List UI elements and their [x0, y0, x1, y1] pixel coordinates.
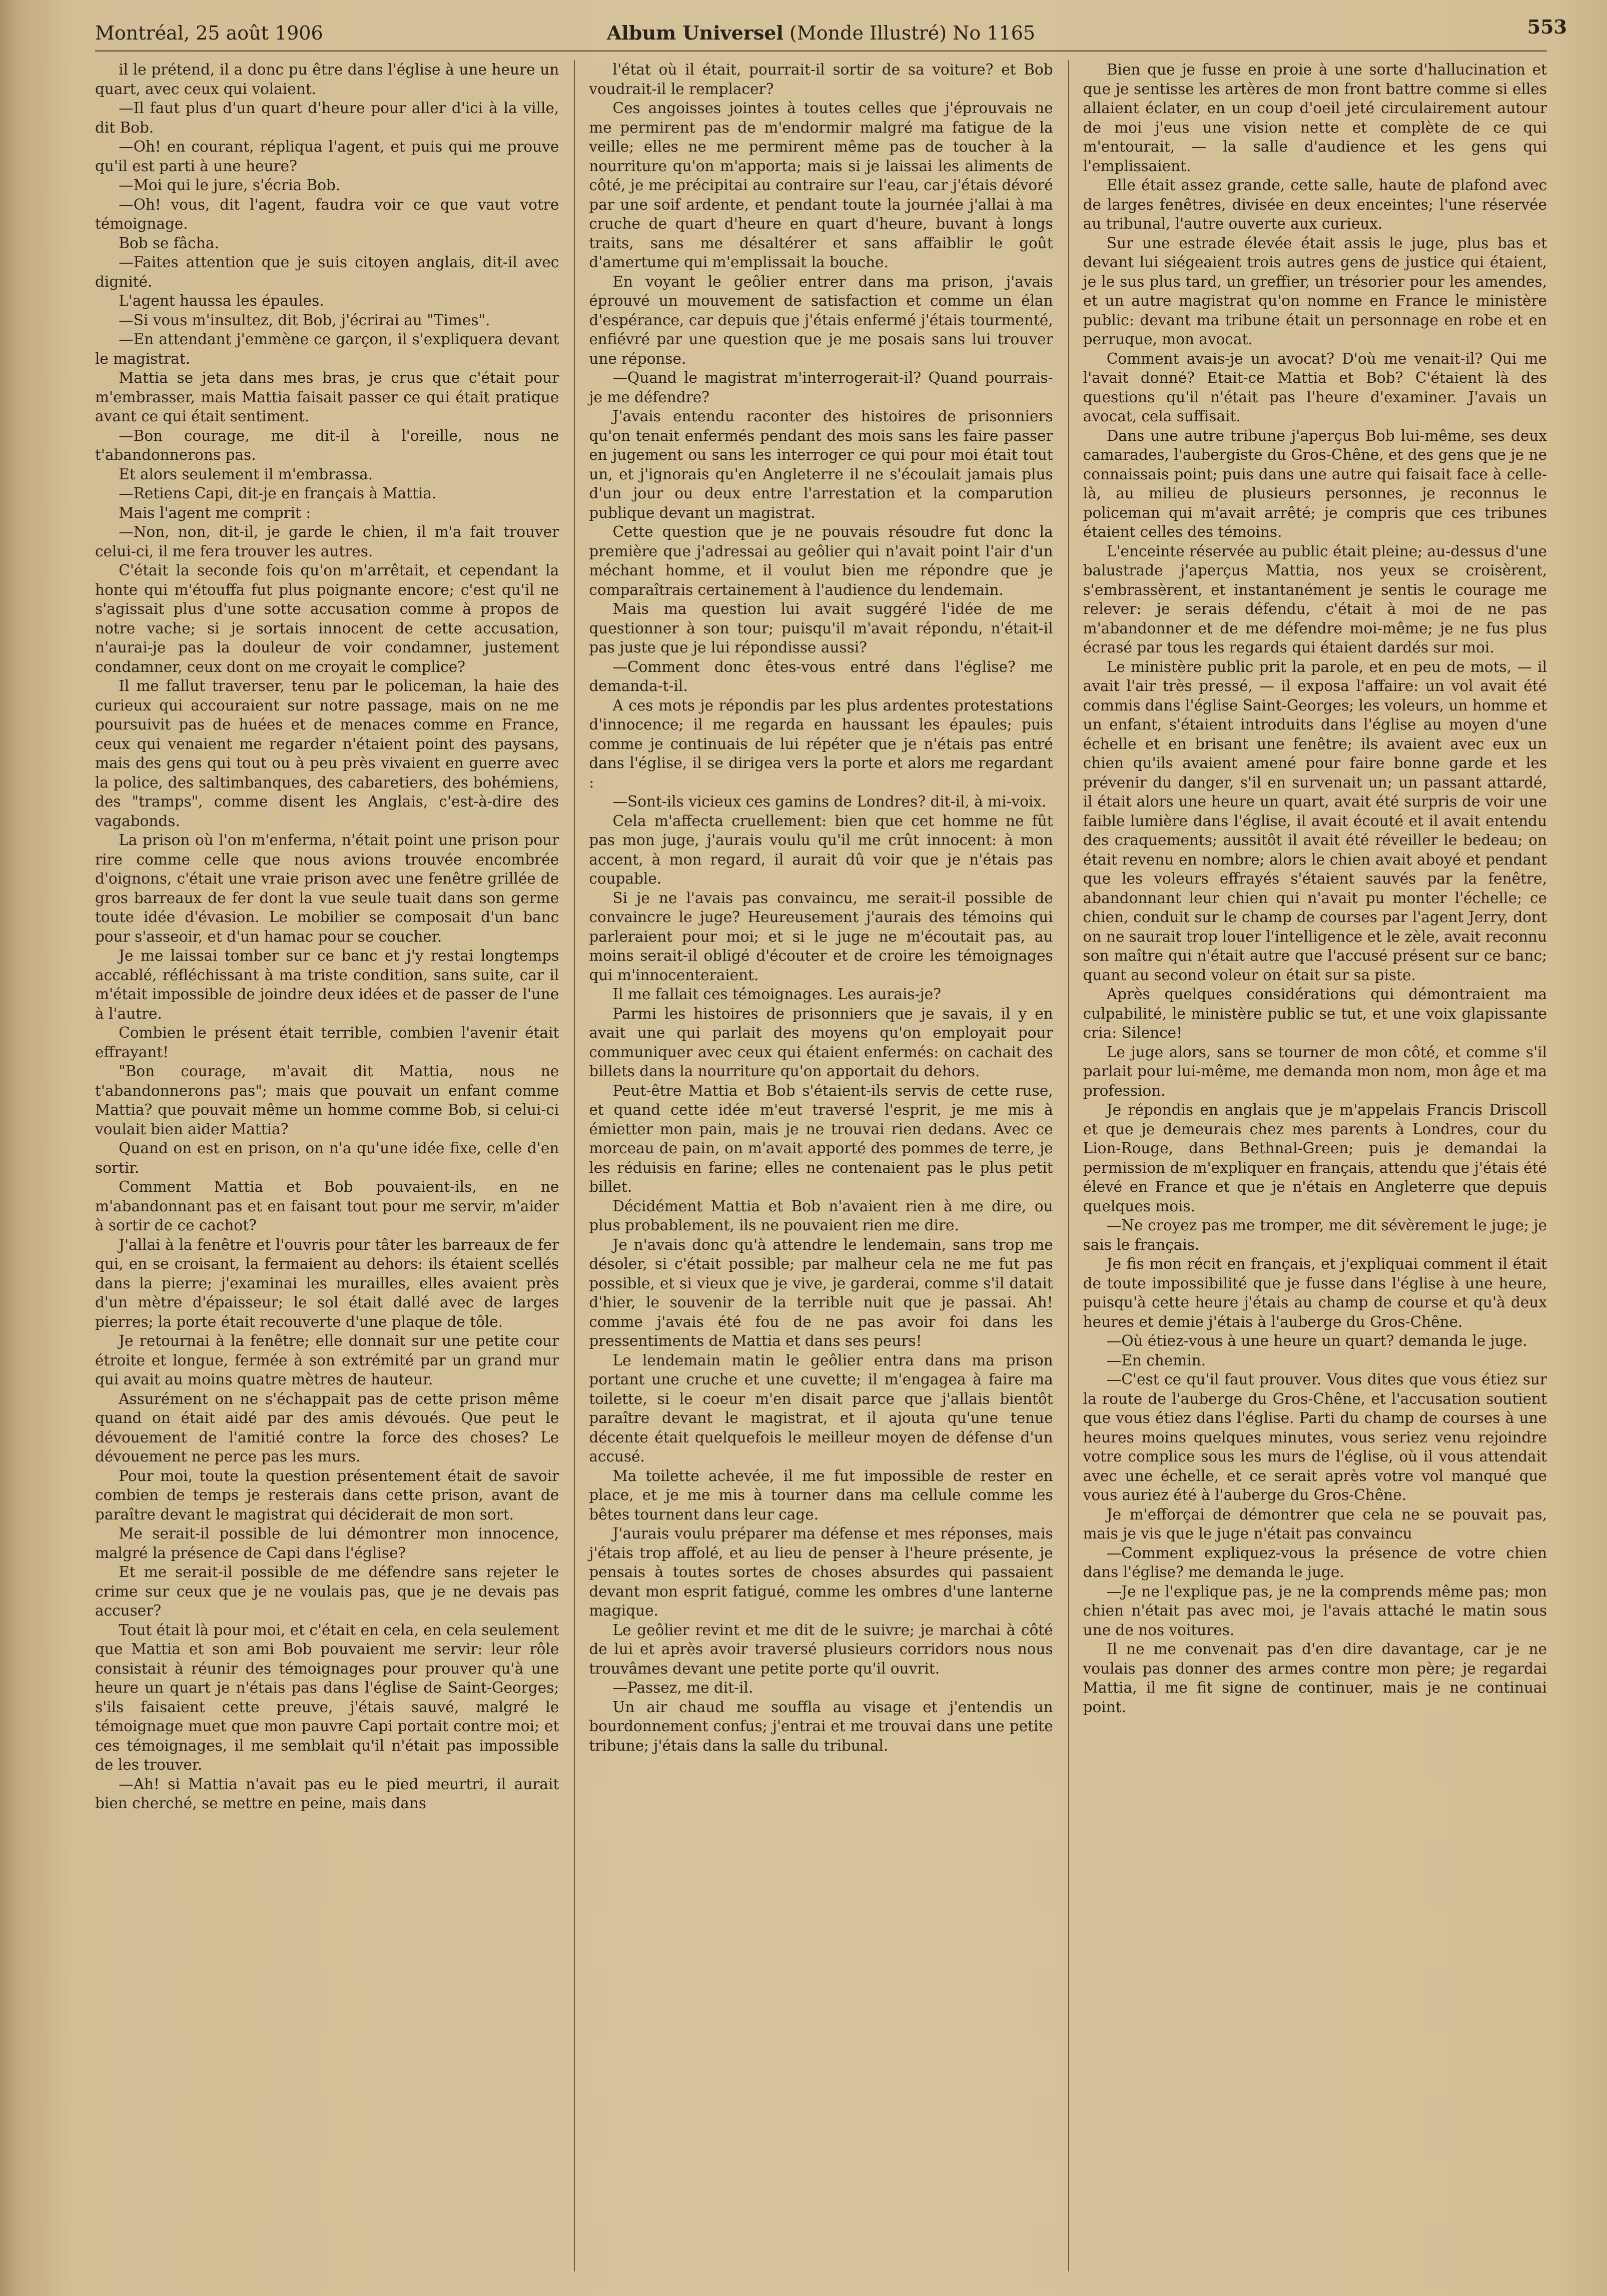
paragraph: Il ne me convenait pas d'en dire davantage, car je ne voulais pas donner des armes contre mon père; je regardai Mattia, il me fit signe de continuer, mais je ne continuai point. [1083, 1641, 1547, 1716]
paragraph: Le lendemain matin le geôlier entra dans ma prison portant une cruche et une cuvette; il m'engagea à faire ma toilette, si le coeur m'en disait parce que j'allais bientôt paraître devant le magistrat, et il ajouta qu'une tenue décente était quelquefois le meilleur moyen de défense d'un accusé. [589, 1351, 1053, 1465]
paragraph: Je me laissai tomber sur ce banc et j'y restai longtemps accablé, réfléchissant à ma triste condition, sans suite, car il m'était impossible de joindre deux idées et de passer de l'une à l'autre. [95, 947, 559, 1022]
paragraph: Mattia se jeta dans mes bras, je crus que c'était pour m'embrasser, mais Mattia faisait passer ce qui était pratique avant ce qui était sentiment. [95, 369, 559, 425]
paragraph: J'aurais voulu préparer ma défense et mes réponses, mais j'étais trop affolé, et au lieu de penser à l'heure présente, je pensais à toutes sortes de choses absurdes qui passaient devant mon esprit fatigué, comme les ombres d'une lanterne magique. [589, 1525, 1053, 1619]
paragraph: Et me serait-il possible de me défendre sans rejeter le crime sur ceux que je ne voulais pas, que je ne devais pas accuser? [95, 1564, 559, 1619]
paragraph: Je retournai à la fenêtre; elle donnait sur une petite cour étroite et longue, fermée à son extrémité par un grand mur qui avait au moins quatre mètres de hauteur. [95, 1332, 559, 1388]
paragraph: Dans une autre tribune j'aperçus Bob lui-même, ses deux camarades, l'aubergiste du Gros-Chêne, et des gens que je ne connaissais point; puis dans une autre qui faisait face à celle-là, au milieu de plusieurs personnes, je reconnus le policeman qui m'avait arrêté; je compris que ces tribunes étaient celles des témoins. [1083, 427, 1547, 540]
paragraph: Peut-être Mattia et Bob s'étaient-ils servis de cette ruse, et quand cette idée m'eut traversé l'esprit, je me mis à émietter mon pain, mais je ne trouvai rien dedans. Avec ce morceau de pain, on m'avait apporté des pommes de terre, je les réduisis en farine; elles ne contenaient pas le plus petit billet. [589, 1082, 1053, 1195]
paragraph: J'allai à la fenêtre et l'ouvris pour tâter les barreaux de fer qui, en se croisant, la fermaient au dehors: ils étaient scellés dans la pierre; j'examinai les murailles, elles avaient près d'un mètre d'épaisseur; le sol était dallé avec de larges pierres; la porte était recouverte d'une plaque de tôle. [95, 1236, 559, 1330]
paragraph: La prison où l'on m'enferma, n'était point une prison pour rire comme celle que nous avions trouvée encombrée d'oignons, c'était une vraie prison avec une fenêtre grillée de gros barreaux de fer dont la vue seule tuait dans son germe toute idée d'évasion. Le mobilier se composait d'un banc pour s'asseoir, et d'un hamac pour se coucher. [95, 832, 559, 945]
paragraph: Un air chaud me souffla au visage et j'entendis un bourdonnement confus; j'entrai et me trouvai dans une petite tribune; j'étais dans la salle du tribunal. [589, 1698, 1053, 1754]
paragraph: Je m'efforçai de démontrer que cela ne se pouvait pas, mais je vis que le juge n'était pas convaincu [1083, 1505, 1547, 1542]
paragraph: —Moi qui le jure, s'écria Bob. [119, 177, 341, 194]
paragraph: —Oh! vous, dit l'agent, faudra voir ce que vaut votre témoignage. [95, 196, 559, 232]
paragraph: Cette question que je ne pouvais résoudre fut donc la première que j'adressai au geôlier qui n'avait point l'air d'un méchant homme, et il voulut bien me répondre que je comparaîtrais certainement à l'audience du lendemain. [589, 523, 1053, 598]
header-subtitle: (Monde Illustré) [789, 22, 947, 44]
paragraph: Il me fallut traverser, tenu par le policeman, la haie des curieux qui accouraient sur notre passage, mais on ne me poursuivit pas de huées et de menaces comme en France, ceux qui venaient me regarder n'étaient point des paysans, mais des gens qui tout ou à peu près vivaient en guerre avec la police, des saltimbanques, des cabaretiers, des bohémiens, des "tramps", comme disent les Anglais, c'est-à-dire des vagabonds. [95, 677, 559, 830]
paragraph: L'enceinte réservée au public était pleine; au-dessus d'une balustrade j'aperçus Mattia, nos yeux se croisèrent, s'embrassèrent, et instantanément je sentis le courage me relever: je serais défendu, c'était à moi de ne pas m'abandonner et de me défendre moi-même; je ne fus plus écrasé par tous les regards qui étaient dardés sur moi. [1083, 542, 1547, 656]
paragraph: Pour moi, toute la question présentement était de savoir combien de temps je resterais dans cette prison, avant de paraître devant le magistrat qui déciderait de mon sort. [95, 1467, 559, 1523]
paragraph: il le prétend, il a donc pu être dans l'église à une heure un quart, avec ceux qui volaient. [95, 61, 559, 98]
paragraph: —Si vous m'insultez, dit Bob, j'écrirai au "Times". [119, 311, 490, 329]
paragraph: Combien le présent était terrible, combien l'avenir était effrayant! [95, 1024, 559, 1061]
paragraph: —Quand le magistrat m'interrogerait-il? Quand pourrais-je me défendre? [589, 369, 1053, 406]
paragraph: Il me fallait ces témoignages. Les aurais-je? [612, 986, 941, 1003]
paragraph: —Comment expliquez-vous la présence de votre chien dans l'église? me demanda le juge. [1083, 1544, 1547, 1581]
header-masthead [95, 13, 1547, 53]
paragraph: Me serait-il possible de lui démontrer mon innocence, malgré la présence de Capi dans l'église? [95, 1525, 559, 1562]
paragraph: Je répondis en anglais que je m'appelais Francis Driscoll et que je demeurais chez mes parents à Londres, cour du Lion-Rouge, dans Bethnal-Green; puis je demandai la permission de m'expliquer en français, attendu que j'étais été élevé en France et que je n'étais en Angleterre que depuis quelques mois. [1083, 1101, 1547, 1215]
paragraph: L'agent haussa les épaules. [119, 292, 324, 309]
paragraph: —Où étiez-vous à une heure un quart? demanda le juge. [1106, 1332, 1527, 1349]
header-issue: No 1165 [953, 22, 1036, 44]
paragraph: En voyant le geôlier entrer dans ma prison, j'avais éprouvé un mouvement de satisfaction et comme un élan d'espérance, car depuis que j'étais enfermé j'étais tourmenté, enfiévré par une question que je me posais sans lui trouver une réponse. [589, 273, 1053, 367]
paragraph: —Ne croyez pas me tromper, me dit sévèrement le juge; je sais le français. [1083, 1217, 1547, 1253]
paragraph: Le ministère public prit la parole, et en peu de mots, — il avait l'air très pressé, — il exposa l'affaire: un vol avait été commis dans l'église Saint-Georges; les voleurs, un homme et un enfant, s'étaient introduits dans l'église au moyen d'une échelle et en brisant une fenêtre; ils avaient avec eux un chien qu'ils avaient amené pour faire bonne garde et les prévenir du danger, s'il en survenait un; un passant attardé, il était alors une heure un quart, avait été surpris de voir une faible lumière dans l'église, il avait écouté et il avait entendu des craquements; aussitôt il avait été réveiller le bedeau; on était revenu en nombre; alors le chien avait aboyé et pendant que les voleurs effrayés s'étaient sauvés par la fenêtre, abandonnant leur chien qui n'avait pu monter l'échelle; ce chien, conduit sur le champ de courses par l'agent Jerry, dont on ne saurait trop louer l'intelligence et le zèle, avait reconnu son maître qui n'était autre que l'accusé présent sur ce banc; quant au second voleur on était sur sa piste. [1083, 658, 1547, 984]
header-title: Album Universel [606, 22, 783, 44]
paragraph: Mais l'agent me comprit : [119, 504, 311, 521]
paragraph: Si je ne l'avais pas convaincu, me serait-il possible de convaincre le juge? Heureusement j'aurais des témoins qui parleraient pour moi; et si le juge ne m'écoutait pas, au moins serait-il obligé d'écouter et de croire les témoignages qui m'innocenteraient. [589, 889, 1053, 984]
paragraph: —Retiens Capi, dit-je en français à Mattia. [119, 485, 437, 502]
text-column-1 [95, 60, 559, 2271]
paragraph: Mais ma question lui avait suggéré l'idée de me questionner à son tour; puisqu'il m'avait répondu, n'était-il pas juste que je lui répondisse aussi? [589, 600, 1053, 656]
paragraph: C'était la seconde fois qu'on m'arrêtait, et cependant la honte qui m'étouffa fut plus poignante encore; c'est qu'il ne s'agissait plus d'une sotte accusation comme à propos de notre vache; si je sortais innocent de cette accusation, n'aurai-je pas la douleur de voir condamner, justement condamner, ceux dont on me croyait le complice? [95, 562, 559, 675]
paragraph: —En attendant j'emmène ce garçon, il s'expliquera devant le magistrat. [95, 331, 559, 367]
paragraph: —Sont-ils vicieux ces gamins de Londres? dit-il, à mi-voix. [612, 793, 1047, 810]
paragraph: Bob se fâcha. [119, 234, 219, 252]
paragraph: —Ah! si Mattia n'avait pas eu le pied meurtri, il aurait bien cherché, se mettre en peine, mais dans [95, 1775, 559, 1812]
text-columns [95, 60, 1547, 2271]
paragraph: Le geôlier revint et me dit de le suivre; je marchai à côté de lui et après avoir traversé plusieurs corridors nous nous trouvâmes devant une petite porte qu'il ouvrit. [589, 1621, 1053, 1677]
paragraph: Le juge alors, sans se tourner de mon côté, et comme s'il parlait pour lui-même, me demanda mon nom, mon âge et ma profession. [1083, 1043, 1547, 1099]
paragraph: Décidément Mattia et Bob n'avaient rien à me dire, ou plus probablement, ils ne pouvaient rien me dire. [589, 1197, 1053, 1234]
paragraph: J'avais entendu raconter des histoires de prisonniers qu'on tenait enfermés pendant des mois sans les faire passer en jugement ou sans les interroger ce qui pour moi était tout un, et j'ignorais qu'en Angleterre il ne s'écoulait jamais plus d'un jour ou deux entre l'arrestation et la comparution publique devant un magistrat. [589, 408, 1053, 521]
paragraph: l'état où il était, pourrait-il sortir de sa voiture? et Bob voudrait-il le remplacer? [589, 61, 1053, 98]
paragraph: "Bon courage, m'avait dit Mattia, nous ne t'abandonnerons pas"; mais que pouvait un enfant comme Mattia? que pouvait même un homme comme Bob, si celui-ci voulait bien aider Mattia? [95, 1063, 559, 1138]
text-column-3 [1068, 60, 1547, 2271]
paragraph: Comment avais-je un avocat? D'où me venait-il? Qui me l'avait donné? Etait-ce Mattia et Bob? C'étaient là des questions qu'il n'était pas l'heure d'examiner. J'avais un avocat, cela suffisait. [1083, 350, 1547, 425]
paragraph: Parmi les histoires de prisonniers que je savais, il y en avait une qui parlait des moyens qu'on employait pour communiquer avec ceux qui étaient enfermés: on cachait des billets dans la nourriture qu'on apportait du dehors. [589, 1005, 1053, 1080]
paragraph: Et alors seulement il m'embrassa. [119, 465, 373, 483]
paragraph: —Bon courage, me dit-il à l'oreille, nous ne t'abandonnerons pas. [95, 427, 559, 463]
paragraph: Sur une estrade élevée était assis le juge, plus bas et devant lui siégeaient trois autres gens de justice qui étaient, je le sus plus tard, un greffier, un trésorier pour les amendes, et un autre magistrat qu'on nomme en France le ministère public: devant ma tribune était un personnage en robe et en perruque, mon avocat. [1083, 234, 1547, 348]
paragraph: Ces angoisses jointes à toutes celles que j'éprouvais ne me permirent pas de m'endormir malgré ma fatigue de la veille; elles ne me permirent même pas de toucher à la nourriture qu'on m'apporta; mais si je laissai les aliments de côté, je me précipitai au contraire sur l'eau, car j'étais dévoré par une soif ardente, et pendant toute la journée j'allai à ma cruche de quart d'heure en quart d'heure, buvant à longs traits, sans me désaltérer et sans affaiblir le goût d'amertume qui m'emplissait la bouche. [589, 100, 1053, 271]
paragraph: Tout était là pour moi, et c'était en cela, en cela seulement que Mattia et son ami Bob pouvaient me servir: leur rôle consistait à réunir des témoignages pour prouver qu'à une heure un quart je n'étais pas dans l'église de Saint-Georges; s'ils faisaient cette preuve, j'étais sauvé, malgré le témoignage muet que mon pauvre Capi portait contre moi; et ces témoignages, il me semblait qu'il n'était pas impossible de les trouver. [95, 1621, 559, 1773]
paragraph: Je n'avais donc qu'à attendre le lendemain, sans trop me désoler, si c'était possible; par malheur cela ne me fut pas possible, et si vieux que je vive, je garderai, comme s'il datait d'hier, le souvenir de la terrible nuit que je passai. Ah! comme j'avais été fou de ne pas avoir foi dans les pressentiments de Mattia et dans ses peurs! [589, 1236, 1053, 1349]
paragraph: Quand on est en prison, on n'a qu'une idée fixe, celle d'en sortir. [95, 1140, 559, 1176]
paragraph: Cela m'affecta cruellement: bien que cet homme ne fût pas mon juge, j'aurais voulu qu'il me crût innocent: à mon accent, à mon regard, il aurait dû voir que je n'étais pas coupable. [589, 812, 1053, 887]
paragraph: Comment Mattia et Bob pouvaient-ils, en ne m'abandonnant pas et en faisant tout pour me servir, m'aider à sortir de ce cachot? [95, 1178, 559, 1234]
header-date: Montréal, 25 août 1906 [95, 22, 323, 44]
page-number: 553 [1527, 16, 1567, 38]
paragraph: Ma toilette achevée, il me fut impossible de rester en place, et je me mis à tourner dans ma cellule comme les bêtes tournent dans leur cage. [589, 1467, 1053, 1523]
paragraph: —Il faut plus d'un quart d'heure pour aller d'ici à la ville, dit Bob. [95, 100, 559, 136]
paragraph: —Comment donc êtes-vous entré dans l'église? me demanda-t-il. [589, 658, 1053, 694]
paragraph: —En chemin. [1106, 1351, 1206, 1369]
paragraph: —Je ne l'explique pas, je ne la comprends même pas; mon chien n'était pas avec moi, je l'avais attaché le matin sous une de nos voitures. [1083, 1583, 1547, 1639]
paragraph: Elle était assez grande, cette salle, haute de plafond avec de larges fenêtres, divisée en deux enceintes; l'une réservée au tribunal, l'autre ouverte aux curieux. [1083, 177, 1547, 232]
paragraph: Bien que je fusse en proie à une sorte d'hallucination et que je sentisse les artères de mon front battre comme si elles allaient éclater, en un coup d'oeil jeté circulairement autour de moi j'eus une vision nette et complète de ce qui m'entourait, — la salle d'audience et les gens qui l'emplissaient. [1083, 61, 1547, 175]
page-header [95, 10, 1567, 52]
paragraph: —Passez, me dit-il. [612, 1679, 753, 1696]
paragraph: Après quelques considérations qui démontraient ma culpabilité, le ministère public se tut, et une voix glapissante cria: Silence! [1083, 986, 1547, 1041]
paragraph: Je fis mon récit en français, et j'expliquai comment il était de toute impossibilité que je fusse dans l'église à une heure, puisqu'à cette heure j'étais au champ de course et qu'à deux heures et demie j'étais à l'auberge du Gros-Chêne. [1083, 1255, 1547, 1330]
paragraph: —C'est ce qu'il faut prouver. Vous dites que vous étiez sur la route de l'auberge du Gros-Chêne, et l'accusation soutient que vous étiez dans l'église. Parti du champ de courses à une heures moins quelques minutes, vous seriez venu rejoindre votre complice sous les murs de l'église, où il vous attendait avec une échelle, et ce serait après votre vol manqué que vous auriez été à l'auberge du Gros-Chêne. [1083, 1371, 1547, 1503]
text-column-2 [574, 60, 1053, 2271]
paragraph: —Oh! en courant, répliqua l'agent, et puis qui me prouve qu'il est parti à une heure? [95, 138, 559, 175]
paragraph: Assurément on ne s'échappait pas de cette prison même quand on était aidé par des amis dévoués. Que peut le dévouement de l'amitié contre la force des choses? Le dévouement ne perce pas les murs. [95, 1390, 559, 1465]
paragraph: —Non, non, dit-il, je garde le chien, il m'a fait trouver celui-ci, il me fera trouver les autres. [95, 523, 559, 560]
paragraph: —Faites attention que je suis citoyen anglais, dit-il avec dignité. [95, 254, 559, 290]
paragraph: A ces mots je répondis par les plus ardentes protestations d'innocence; il me regarda en haussant les épaules; puis comme je continuais de lui répéter que je n'étais pas entré dans l'église, il se dirigea vers la porte et alors me regardant : [589, 696, 1053, 791]
